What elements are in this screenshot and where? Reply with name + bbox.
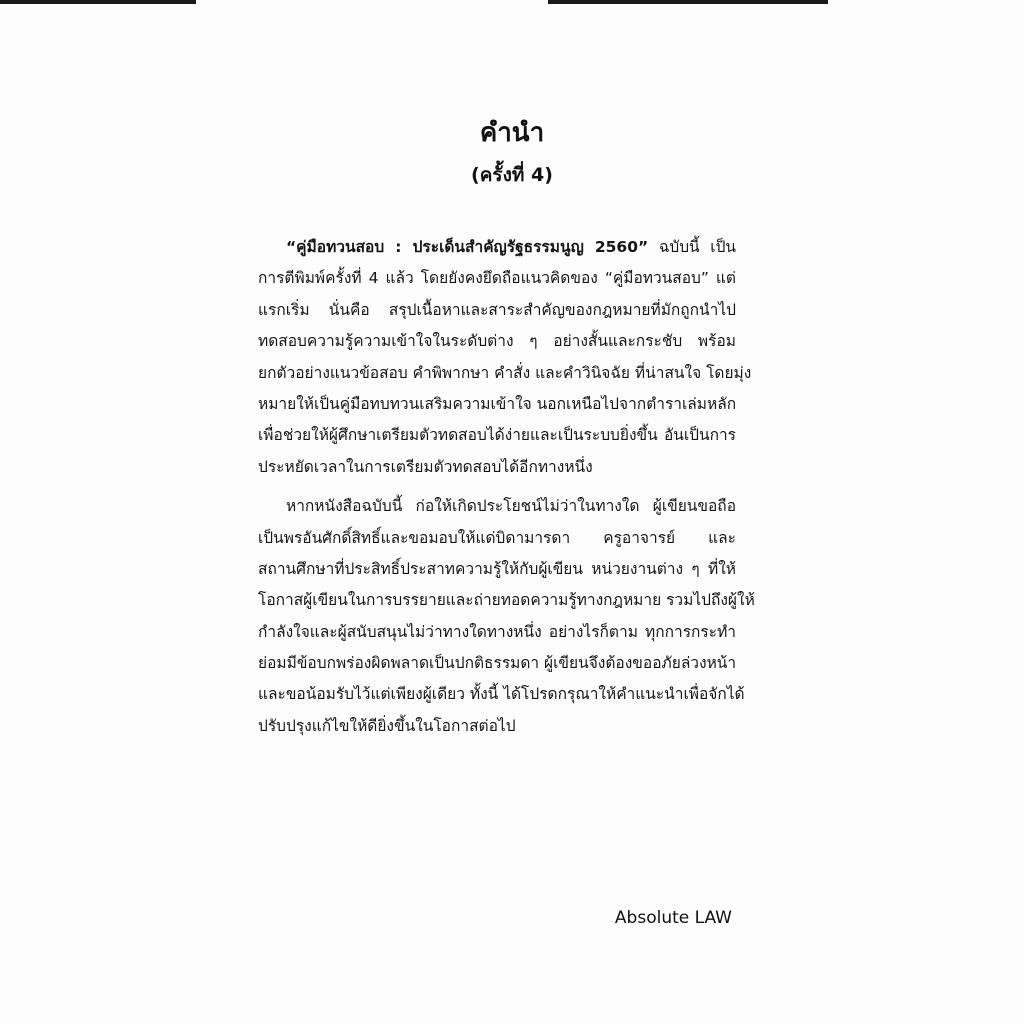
text-line: ยกตัวอย่างแนวข้อสอบ คำพิพากษา คำสั่ง และคำวินิจฉัย ที่น่าสนใจ โดยมุ่ง [258,363,752,382]
page-edge-shadow [0,0,196,4]
paragraph [258,232,752,483]
page-edge-shadow [548,0,828,4]
page-subtitle: (ครั้งที่ 4) [471,164,553,186]
text-line [258,232,736,263]
text-line: กำลังใจและผู้สนับสนุนไม่ว่าทางใดทางหนึ่ง อย่างไรก็ตาม ทุกการกระทำ [258,622,736,641]
text-line: แรกเริ่ม นั่นคือ สรุปเนื้อหาและสาระสำคัญของกฎหมายที่มักถูกนำไป [258,300,736,319]
text-line: เพื่อช่วยให้ผู้ศึกษาเตรียมตัวทดสอบได้ง่ายและเป็นระบบยิ่งขึ้น อันเป็นการ [258,426,736,445]
text-span: ฉบับนี้ เป็น [648,238,737,256]
text-line: ย่อมมีข้อบกพร่องผิดพลาดเป็นปกติธรรมดา ผู้เขียนจึงต้องขออภัยล่วงหน้า [258,654,737,673]
text-line: เป็นพรอันศักดิ์สิทธิ์และขอมอบให้แด่บิดามารดา ครูอาจารย์ และ [258,528,736,547]
text-line: โอกาสผู้เขียนในการบรรยายและถ่ายทอดความรู้ทางกฎหมาย รวมไปถึงผู้ให้ [258,591,755,610]
text-line: ประหยัดเวลาในการเตรียมตัวทดสอบได้อีกทางหนึ่ง [258,457,593,476]
text-line: และขอน้อมรับไว้แต่เพียงผู้เดียว ทั้งนี้ ได้โปรดกรุณาให้คำแนะนำเพื่อจักได้ [258,685,745,704]
text-line: ปรับปรุงแก้ไขให้ดียิ่งขึ้นในโอกาสต่อไป [258,716,516,735]
page-title: คำนำ [479,118,545,148]
text-line: ทดสอบความรู้ความเข้าใจในระดับต่าง ๆ อย่างสั้นและกระชับ พร้อม [258,332,736,351]
text-line: หากหนังสือฉบับนี้ ก่อให้เกิดประโยชน์ไม่ว่าในทางใด ผู้เขียนขอถือ [286,497,736,516]
text-line: สถานศึกษาที่ประสิทธิ์ประสาทความรู้ให้กับผู้เขียน หน่วยงานต่าง ๆ ที่ให้ [258,559,736,578]
paragraph [258,491,755,742]
author-signature: Absolute LAW [614,908,732,928]
text-line: หมายให้เป็นคู่มือทบทวนเสริมความเข้าใจ นอกเหนือไปจากตำราเล่มหลัก [258,394,737,413]
text-line: การตีพิมพ์ครั้งที่ 4 แล้ว โดยยังคงยึดถือแนวคิดของ “คู่มือทวนสอบ” แต่ [258,269,736,288]
book-title-quote: “คู่มือทวนสอบ : ประเด็นสำคัญรัฐธรรมนูญ 2560” [286,238,649,256]
preface-body [258,232,755,750]
